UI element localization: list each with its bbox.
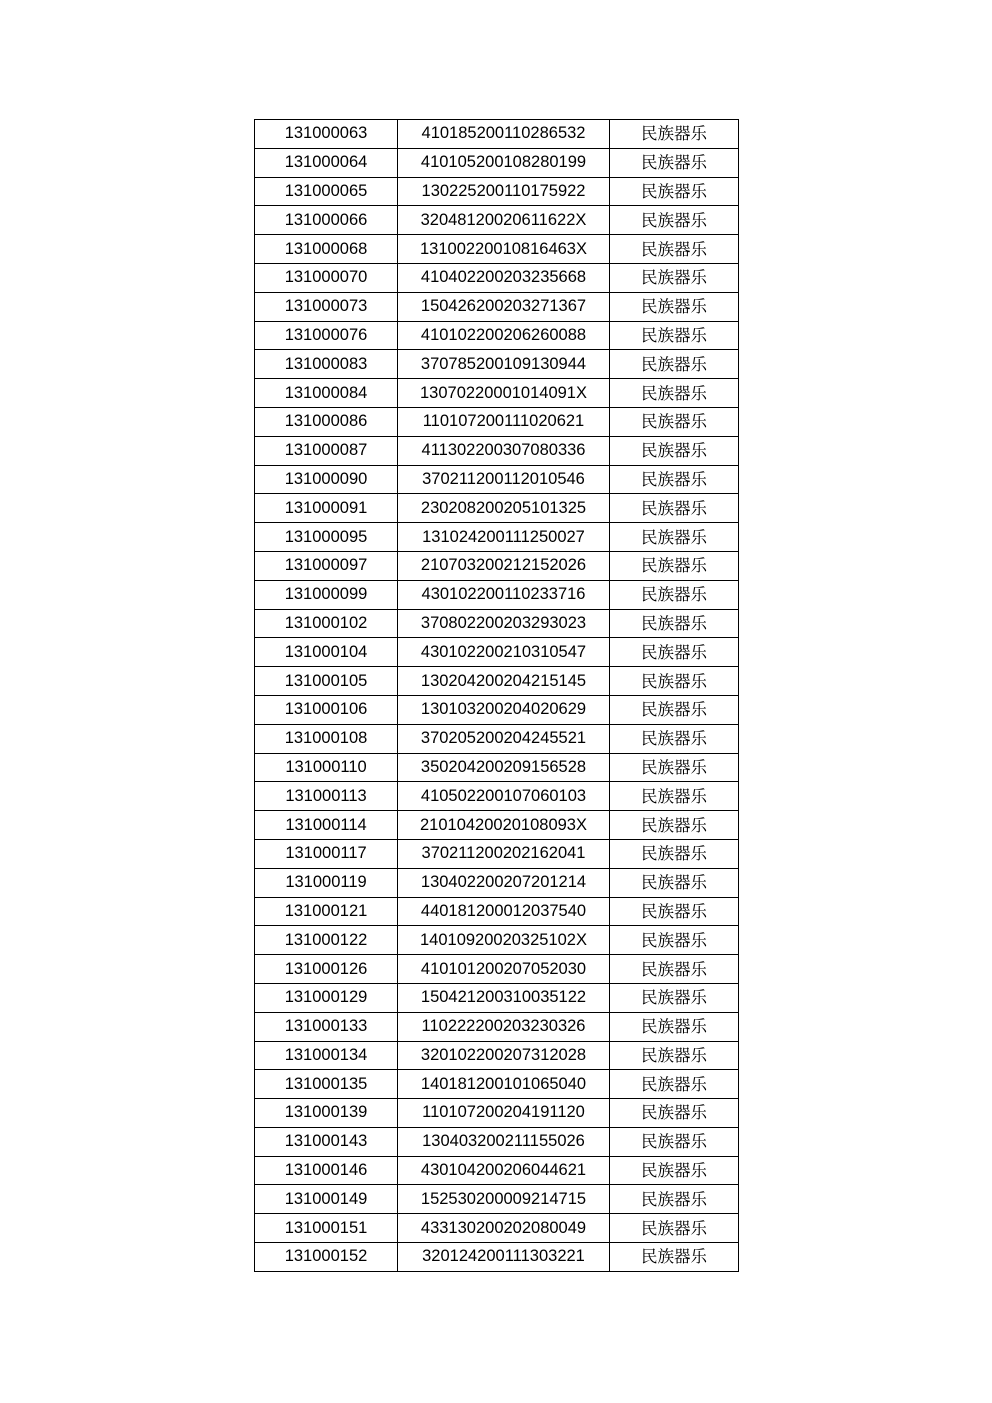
table-row [255,983,739,1012]
exam-number-cell: 131000110 [255,753,398,782]
exam-number-cell: 131000143 [255,1127,398,1156]
id-number-cell: 430102200210310547 [398,638,610,667]
id-number-cell: 410502200107060103 [398,782,610,811]
exam-number-cell: 131000090 [255,465,398,494]
id-number-cell: 152530200009214715 [398,1185,610,1214]
table-row [255,1243,739,1272]
exam-number-cell: 131000135 [255,1070,398,1099]
table-row [255,494,739,523]
category-cell: 民族器乐 [610,263,739,292]
id-number-cell: 13100220010816463X [398,235,610,264]
exam-number-cell: 131000095 [255,523,398,552]
id-number-cell: 440181200012037540 [398,897,610,926]
exam-number-cell: 131000083 [255,350,398,379]
table-row [255,177,739,206]
id-number-cell: 320102200207312028 [398,1041,610,1070]
table-row [255,897,739,926]
exam-number-cell: 131000133 [255,1012,398,1041]
table-row [255,955,739,984]
exam-number-cell: 131000084 [255,379,398,408]
category-cell: 民族器乐 [610,350,739,379]
category-cell: 民族器乐 [610,1099,739,1128]
category-cell: 民族器乐 [610,955,739,984]
id-number-cell: 130402200207201214 [398,868,610,897]
id-number-cell: 21010420020108093X [398,811,610,840]
exam-number-cell: 131000151 [255,1214,398,1243]
exam-number-cell: 131000134 [255,1041,398,1070]
table-row [255,695,739,724]
exam-number-cell: 131000113 [255,782,398,811]
category-cell: 民族器乐 [610,724,739,753]
category-cell: 民族器乐 [610,1185,739,1214]
table-row [255,1041,739,1070]
id-number-cell: 410101200207052030 [398,955,610,984]
category-cell: 民族器乐 [610,897,739,926]
exam-number-cell: 131000106 [255,695,398,724]
category-cell: 民族器乐 [610,753,739,782]
id-number-cell: 110107200204191120 [398,1099,610,1128]
exam-number-cell: 131000066 [255,206,398,235]
exam-number-cell: 131000102 [255,609,398,638]
id-number-cell: 410185200110286532 [398,120,610,149]
id-number-cell: 150426200203271367 [398,292,610,321]
category-cell: 民族器乐 [610,1070,739,1099]
exam-number-cell: 131000149 [255,1185,398,1214]
exam-number-cell: 131000087 [255,436,398,465]
id-number-cell: 130225200110175922 [398,177,610,206]
exam-number-cell: 131000119 [255,868,398,897]
exam-number-cell: 131000063 [255,120,398,149]
exam-number-cell: 131000091 [255,494,398,523]
exam-number-cell: 131000105 [255,667,398,696]
id-number-cell: 130403200211155026 [398,1127,610,1156]
category-cell: 民族器乐 [610,436,739,465]
category-cell: 民族器乐 [610,1243,739,1272]
exam-number-cell: 131000064 [255,148,398,177]
category-cell: 民族器乐 [610,551,739,580]
id-number-cell: 230208200205101325 [398,494,610,523]
category-cell: 民族器乐 [610,206,739,235]
category-cell: 民族器乐 [610,523,739,552]
category-cell: 民族器乐 [610,235,739,264]
category-cell: 民族器乐 [610,1041,739,1070]
exam-number-cell: 131000126 [255,955,398,984]
table-row [255,551,739,580]
table-row [255,120,739,149]
id-number-cell: 320124200111303221 [398,1243,610,1272]
category-cell: 民族器乐 [610,1214,739,1243]
id-number-cell: 410102200206260088 [398,321,610,350]
exam-number-cell: 131000076 [255,321,398,350]
category-cell: 民族器乐 [610,667,739,696]
category-cell: 民族器乐 [610,177,739,206]
category-cell: 民族器乐 [610,1012,739,1041]
id-number-cell: 14010920020325102X [398,926,610,955]
table-row [255,1070,739,1099]
table-row [255,235,739,264]
table-row [255,321,739,350]
category-cell: 民族器乐 [610,983,739,1012]
id-number-cell: 370205200204245521 [398,724,610,753]
id-number-cell: 130204200204215145 [398,667,610,696]
table-row [255,465,739,494]
exam-number-cell: 131000121 [255,897,398,926]
category-cell: 民族器乐 [610,580,739,609]
id-number-cell: 130103200204020629 [398,695,610,724]
exam-number-cell: 131000122 [255,926,398,955]
table-row [255,638,739,667]
table-row [255,407,739,436]
category-cell: 民族器乐 [610,321,739,350]
id-number-cell: 131024200111250027 [398,523,610,552]
category-cell: 民族器乐 [610,1127,739,1156]
id-number-cell: 411302200307080336 [398,436,610,465]
category-cell: 民族器乐 [610,379,739,408]
category-cell: 民族器乐 [610,292,739,321]
table-row [255,436,739,465]
table-row [255,580,739,609]
id-number-cell: 13070220001014091X [398,379,610,408]
table-row [255,868,739,897]
table-row [255,263,739,292]
category-cell: 民族器乐 [610,695,739,724]
category-cell: 民族器乐 [610,494,739,523]
id-number-cell: 430102200110233716 [398,580,610,609]
category-cell: 民族器乐 [610,120,739,149]
exam-number-cell: 131000108 [255,724,398,753]
table-row [255,609,739,638]
table-row [255,523,739,552]
id-number-cell: 370802200203293023 [398,609,610,638]
id-number-cell: 210703200212152026 [398,551,610,580]
category-cell: 民族器乐 [610,926,739,955]
table-row [255,206,739,235]
table-row [255,379,739,408]
category-cell: 民族器乐 [610,811,739,840]
table-row [255,811,739,840]
exam-number-cell: 131000099 [255,580,398,609]
id-number-cell: 433130200202080049 [398,1214,610,1243]
category-cell: 民族器乐 [610,407,739,436]
table-row [255,1214,739,1243]
table-row [255,1185,739,1214]
id-number-cell: 350204200209156528 [398,753,610,782]
table-row [255,1012,739,1041]
category-cell: 民族器乐 [610,782,739,811]
exam-number-cell: 131000146 [255,1156,398,1185]
table-row [255,350,739,379]
id-number-cell: 430104200206044621 [398,1156,610,1185]
table-row [255,292,739,321]
id-number-cell: 110107200111020621 [398,407,610,436]
id-number-cell: 410402200203235668 [398,263,610,292]
exam-number-cell: 131000097 [255,551,398,580]
exam-number-cell: 131000114 [255,811,398,840]
table-row [255,1127,739,1156]
exam-number-cell: 131000152 [255,1243,398,1272]
table-row [255,724,739,753]
id-number-cell: 370211200202162041 [398,839,610,868]
candidate-table-body [255,120,739,1272]
exam-number-cell: 131000117 [255,839,398,868]
id-number-cell: 110222200203230326 [398,1012,610,1041]
id-number-cell: 370211200112010546 [398,465,610,494]
exam-number-cell: 131000139 [255,1099,398,1128]
table-row [255,667,739,696]
id-number-cell: 140181200101065040 [398,1070,610,1099]
exam-number-cell: 131000068 [255,235,398,264]
exam-number-cell: 131000065 [255,177,398,206]
id-number-cell: 370785200109130944 [398,350,610,379]
category-cell: 民族器乐 [610,1156,739,1185]
table-row [255,1099,739,1128]
category-cell: 民族器乐 [610,465,739,494]
table-row [255,926,739,955]
table-row [255,782,739,811]
exam-number-cell: 131000104 [255,638,398,667]
table-row [255,148,739,177]
candidate-table [254,119,739,1272]
table-row [255,839,739,868]
category-cell: 民族器乐 [610,839,739,868]
category-cell: 民族器乐 [610,638,739,667]
id-number-cell: 32048120020611622X [398,206,610,235]
category-cell: 民族器乐 [610,609,739,638]
category-cell: 民族器乐 [610,148,739,177]
exam-number-cell: 131000073 [255,292,398,321]
table-row [255,1156,739,1185]
exam-number-cell: 131000129 [255,983,398,1012]
category-cell: 民族器乐 [610,868,739,897]
exam-number-cell: 131000070 [255,263,398,292]
table-row [255,753,739,782]
id-number-cell: 410105200108280199 [398,148,610,177]
id-number-cell: 150421200310035122 [398,983,610,1012]
exam-number-cell: 131000086 [255,407,398,436]
